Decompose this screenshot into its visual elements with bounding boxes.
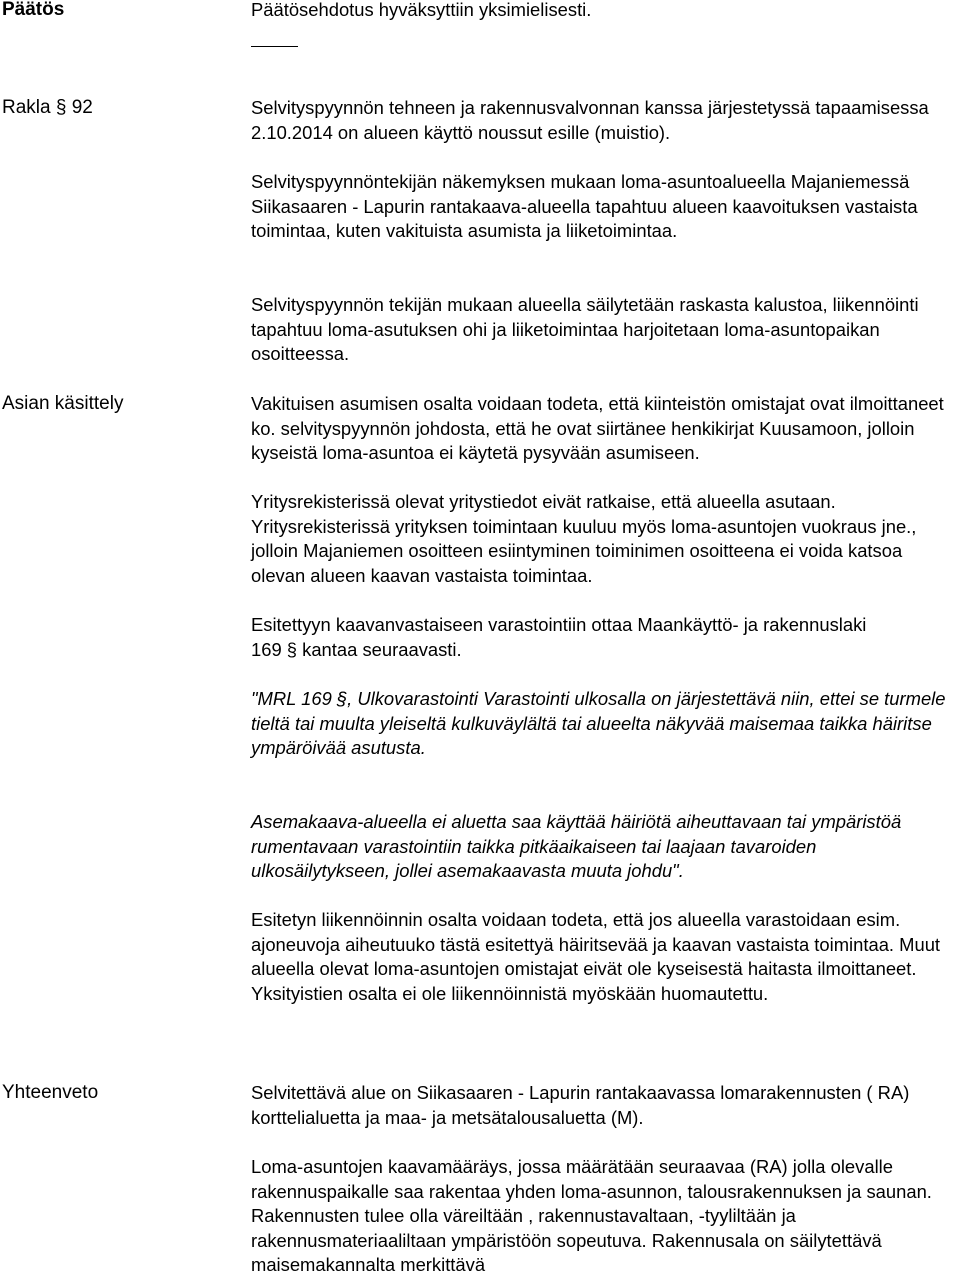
decision-separator-line <box>251 46 298 47</box>
section-label-paatos: Päätös <box>2 0 65 20</box>
case-paragraph: Vakituisen asumisen osalta voidaan todeta, että kiinteistön omistajat ovat ilmoittaneet ko. selvityspyynnön johdosta, että he ovat siirtänee henkikirjat Kuusamoon, jolloin kyseistä loma-asuntoa ei käytetä pysyvään asumiseen. <box>251 393 944 464</box>
decision-text: Päätösehdotus hyväksyttiin yksimielisesti. <box>251 0 592 20</box>
case-paragraph: Esitetyn liikennöinnin osalta voidaan todeta, että jos alueella varastoidaan esim. ajoneuvoja aiheutuuko tästä esitettyä häiritsevää ja kaavan vastaista toimintaa. Muut alueella olevat loma-asuntojen omistajat eivät ole kyseisestä haitasta ilmoittaneet. Yksityistien osalta ei ole liikennöinnistä myöskään huomautettu. <box>251 909 941 1004</box>
law-quote-paragraph: Asemakaava-alueella ei aluetta saa käyttää häiriötä aiheuttavaan tai ympäristöä rumentavaan varastointiin taikka pitkäaikaiseen tai laajaan tavaroiden ulkosäilytykseen, jollei asemakaavasta muuta johdu". <box>251 811 902 882</box>
law-quote-paragraph: "MRL 169 §, Ulkovarastointi Varastointi ulkosalla on järjestettävä niin, ettei se turmele tieltä tai muulta yleiseltä kulkuväylältä tai alueelta näkyvää maisemaa taikka häiritse ympäröivää asutusta. <box>251 688 946 759</box>
rakla-text: Selvityspyynnön tehneen ja rakennusvalvonnan kanssa järjestetyssä tapaamisessa 2.10.2014 on alueen käyttö noussut esille (muistio). <box>251 97 929 143</box>
summary-paragraph: Loma-asuntojen kaavamääräys, jossa määrätään seuraavaa (RA) jolla olevalle rakennuspaikalle saa rakentaa yhden loma-asunnon, talousrakennuksen ja saunan. Rakennusten tulee olla väreiltään , rakennustavaltaan, -tyyliltään ja rakennusmateriaaliltaan ympäristöön sopeutuva. Rakennusala on säilytettävä maisemakannalta merkittävä <box>251 1156 932 1276</box>
case-paragraph: Selvityspyynnön tekijän mukaan alueella säilytetään raskasta kalustoa, liikennöinti tapahtuu loma-asutuksen ohi ja liiketoimintaa harjoitetaan loma-asuntopaikan osoitteessa. <box>251 294 919 365</box>
case-paragraph: Yritysrekisterissä olevat yritystiedot eivät ratkaise, että alueella asutaan. Yritysrekisterissä yrityksen toimintaan kuuluu myös loma-asuntojen vuokraus jne., jolloin Majaniemen osoitteen esiintyminen toiminimen osoitteena ei voida katsoa olevan alueen kaavan vastaista toimintaa. <box>251 491 917 586</box>
case-paragraph: Selvityspyynnöntekijän näkemyksen mukaan loma-asuntoalueella Majaniemessä Siikasaaren - Lapurin rantakaava-alueella tapahtuu alueen kaavoituksen vastaista toimintaa, kuten vakituista asumista ja liiketoimintaa. <box>251 171 918 242</box>
case-paragraph: Esitettyyn kaavanvastaiseen varastointiin ottaa Maankäyttö- ja rakennuslaki 169 § kantaa seuraavasti. <box>251 614 867 660</box>
section-label-yhteenveto: Yhteenveto <box>2 1082 99 1103</box>
summary-paragraph: Selvitettävä alue on Siikasaaren - Lapurin rantakaavassa lomarakennusten ( RA) korttelialuetta ja maa- ja metsätalousaluetta (M). <box>251 1082 910 1128</box>
section-label-rakla: Rakla § 92 <box>2 97 93 118</box>
section-label-asian-kasittely: Asian käsittely <box>2 393 124 414</box>
